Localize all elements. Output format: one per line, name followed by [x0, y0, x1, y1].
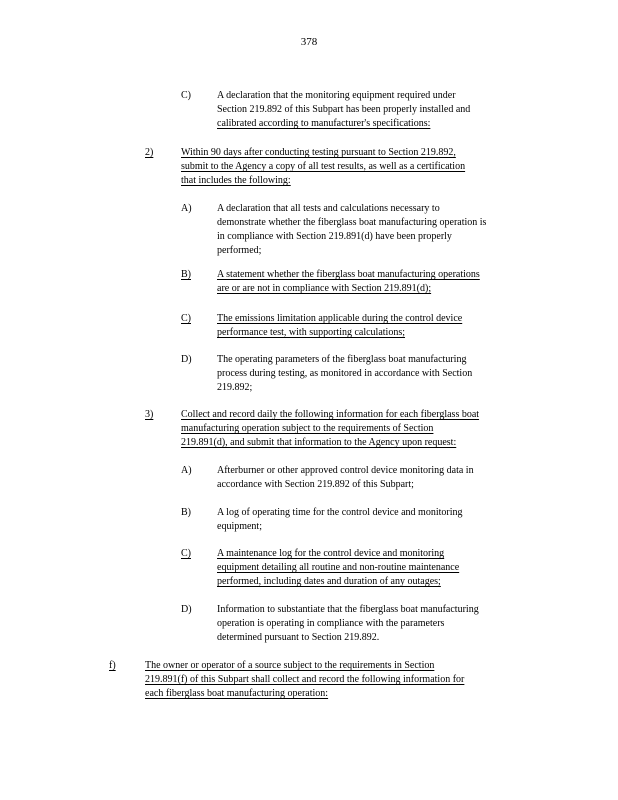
item-f-text: The owner or operator of a source subject to the requirements in Section 219.891(f) of this Subpart shall collect and record the following information for each fiberglass boat manufacturing operation:: [145, 660, 465, 699]
item-marker-2b: B): [181, 269, 191, 280]
item-c-text-underlined: calibrated according to manufacturer's specifications:: [217, 118, 431, 129]
item-marker-c: C): [181, 90, 191, 101]
item-3b-text: A log of operating time for the control device and monitoring equipment;: [217, 507, 463, 532]
item-2a-text: A declaration that all tests and calculations necessary to demonstrate whether the fiberglass boat manufacturing operation is in compliance with Section 219.891(d) have been properly performed;: [217, 203, 487, 256]
page-number: 378: [300, 36, 318, 48]
item-2d-text: The operating parameters of the fiberglass boat manufacturing process during testing, as monitored in accordance with Section 219.892;: [217, 354, 473, 393]
item-2b-text: A statement whether the fiberglass boat manufacturing operations are or are not in compliance with Section 219.891(d);: [217, 269, 480, 294]
item-marker-2d: D): [181, 354, 192, 365]
item-marker-2a: A): [181, 203, 192, 214]
item-marker-3c: C): [181, 548, 191, 559]
item-2c-text: The emissions limitation applicable during the control device performance test, with supporting calculations;: [217, 313, 463, 338]
item-3d-text: Information to substantiate that the fiberglass boat manufacturing operation is operating in compliance with the parameters determined pursuant to Section 219.892.: [217, 604, 479, 643]
item-3a-text: Afterburner or other approved control device monitoring data in accordance with Section 219.892 of this Subpart;: [217, 465, 474, 490]
item-marker-3: 3): [145, 409, 154, 420]
item-marker-2: 2): [145, 147, 154, 158]
item-marker-3d: D): [181, 604, 192, 615]
item-c-text-plain: A declaration that the monitoring equipment required under Section 219.892 of this Subpart has been properly installed and: [217, 90, 471, 115]
item-2-text: Within 90 days after conducting testing pursuant to Section 219.892, submit to the Agency a copy of all test results, as well as a certification that includes the following:: [181, 147, 466, 186]
item-marker-f: f): [109, 660, 116, 671]
item-3c-text: A maintenance log for the control device and monitoring equipment detailing all routine and non-routine maintenance performed, including dates and duration of any outages;: [217, 548, 460, 587]
item-marker-3a: A): [181, 465, 192, 476]
item-marker-2c: C): [181, 313, 191, 324]
item-c-text: [217, 89, 525, 131]
item-marker-3b: B): [181, 507, 191, 518]
item-3-text: Collect and record daily the following information for each fiberglass boat manufacturing operation subject to the requirements of Section 219.891(d), and submit that information to the Agency upon request:: [181, 409, 480, 448]
